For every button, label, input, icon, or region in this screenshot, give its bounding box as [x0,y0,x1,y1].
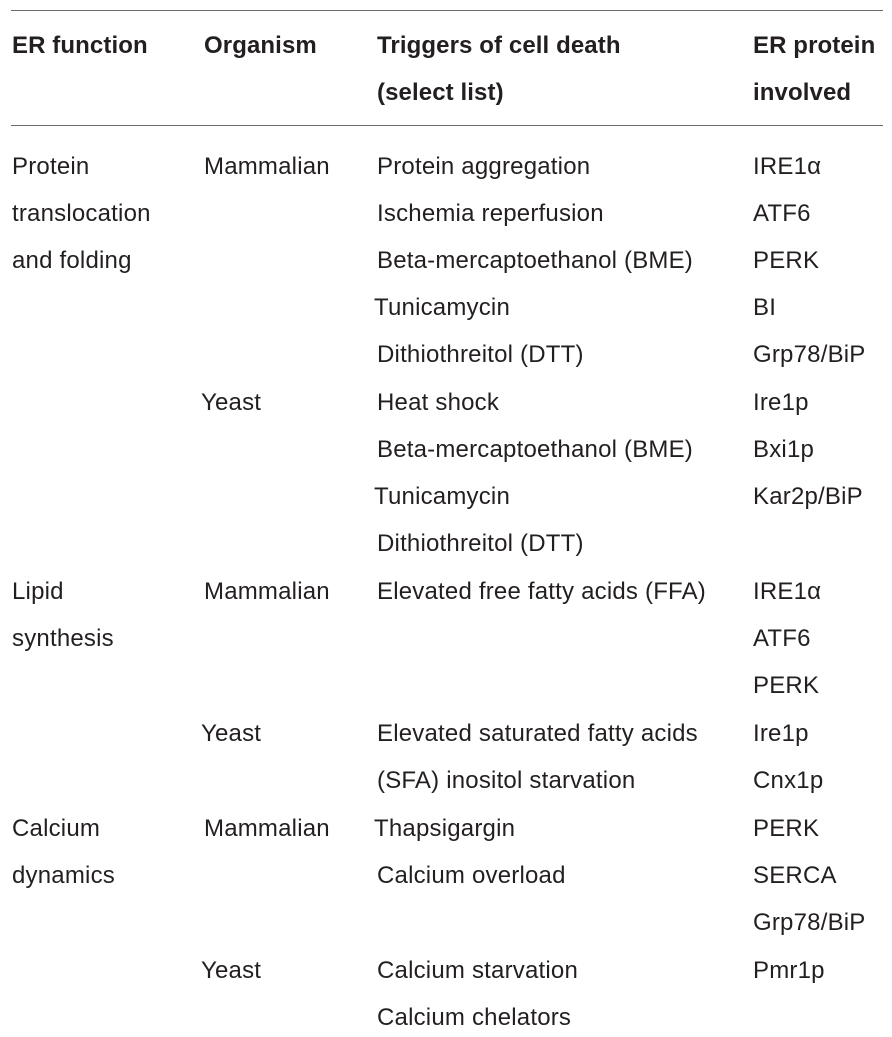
protein-cell: Grp78/BiP [753,341,866,368]
trigger-cell: Thapsigargin [374,815,516,842]
trigger-cell: (SFA) inositol starvation [377,767,636,794]
header-er-function: ER function [12,32,148,59]
trigger-cell: Elevated saturated fatty acids [377,720,698,747]
er-function-cell: translocation [12,200,151,227]
trigger-cell: Elevated free fatty acids (FFA) [377,578,706,605]
header-organism: Organism [204,32,317,59]
er-function-cell: Protein [12,153,90,180]
protein-cell: PERK [753,247,820,274]
organism-cell: Mammalian [204,578,330,605]
trigger-cell: Heat shock [377,389,500,416]
header-triggers: Triggers of cell death [377,32,621,59]
er-function-cell: dynamics [12,862,115,889]
organism-cell: Yeast [201,720,262,747]
trigger-cell: Calcium overload [377,862,566,889]
protein-cell: IRE1α [753,153,822,180]
er-function-cell: and folding [12,247,132,274]
header-triggers-sub: (select list) [377,79,504,106]
er-function-cell: synthesis [12,625,114,652]
protein-cell: PERK [753,815,820,842]
organism-cell: Yeast [201,389,262,416]
protein-cell: Ire1p [753,720,809,747]
protein-cell: Pmr1p [753,957,825,984]
organism-cell: Mammalian [204,153,330,180]
protein-cell: Ire1p [753,389,809,416]
header-rule [11,125,883,126]
er-function-cell: Calcium [12,815,101,842]
protein-cell: ATF6 [753,200,811,227]
header-er-protein: ER protein [753,32,876,59]
protein-cell: Bxi1p [753,436,815,463]
top-rule [11,10,883,11]
trigger-cell: Tunicamycin [374,294,511,321]
trigger-cell: Dithiothreitol (DTT) [377,530,584,557]
er-function-cell: Lipid [12,578,64,605]
trigger-cell: Calcium chelators [377,1004,572,1031]
organism-cell: Mammalian [204,815,330,842]
protein-cell: IRE1α [753,578,822,605]
header-er-protein-sub: involved [753,79,852,106]
protein-cell: Cnx1p [753,767,824,794]
trigger-cell: Calcium starvation [377,957,579,984]
protein-cell: SERCA [753,862,837,889]
trigger-cell: Protein aggregation [377,153,591,180]
trigger-cell: Tunicamycin [374,483,511,510]
protein-cell: PERK [753,672,820,699]
trigger-cell: Ischemia reperfusion [377,200,604,227]
protein-cell: Kar2p/BiP [753,483,863,510]
trigger-cell: Beta-mercaptoethanol (BME) [377,436,694,463]
organism-cell: Yeast [201,957,262,984]
protein-cell: Grp78/BiP [753,909,866,936]
trigger-cell: Dithiothreitol (DTT) [377,341,584,368]
trigger-cell: Beta-mercaptoethanol (BME) [377,247,694,274]
protein-cell: ATF6 [753,625,811,652]
protein-cell: BI [753,294,777,321]
